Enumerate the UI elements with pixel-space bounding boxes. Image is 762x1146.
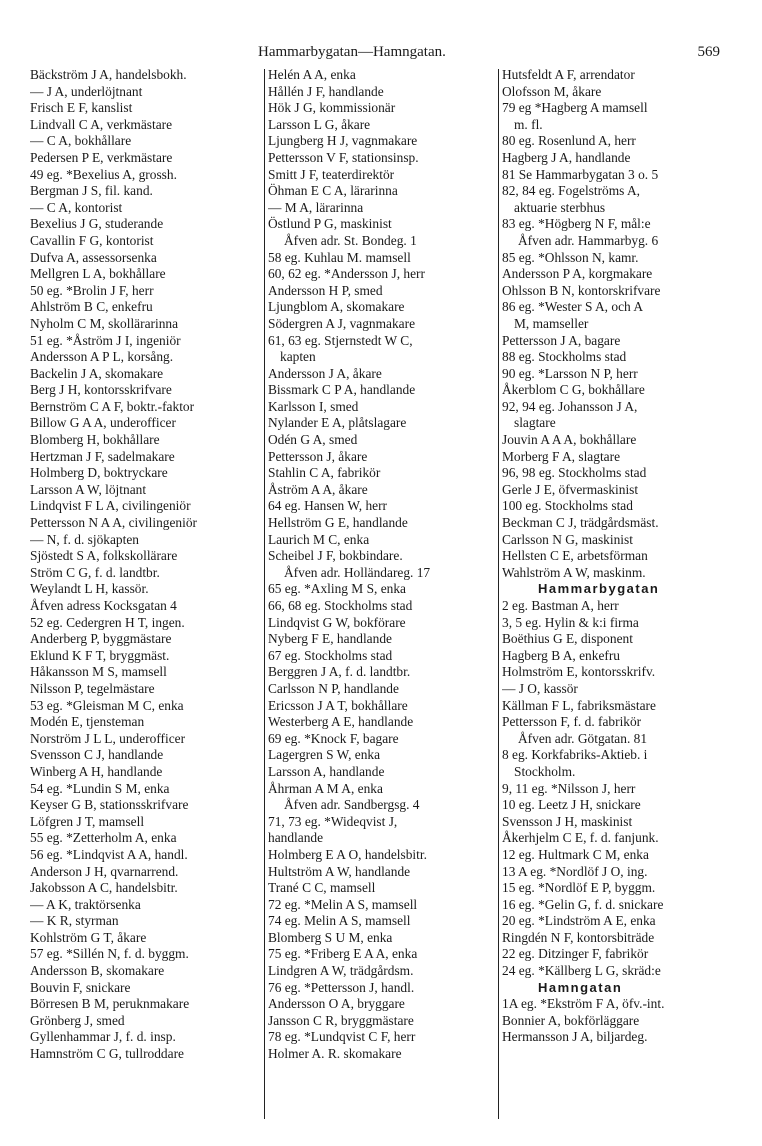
directory-entry: Ström C G, f. d. landtbr.	[30, 564, 160, 580]
directory-entry: Mellgren L A, bokhållare	[30, 266, 166, 282]
directory-entry: 24 eg. *Källberg L G, skräd:e	[502, 963, 661, 979]
directory-entry: 74 eg. Melin A S, mamsell	[268, 913, 411, 929]
directory-entry: 56 eg. *Lindqvist A A, handl.	[30, 846, 188, 862]
directory-entry: Åfven adr. Sandbergsg. 4	[284, 797, 420, 813]
directory-entry: Berggren J A, f. d. landtbr.	[268, 664, 411, 680]
column-divider-1	[264, 69, 265, 1119]
directory-entry: Hagberg B A, enkefru	[502, 647, 621, 663]
directory-entry: 61, 63 eg. Stjernstedt W C,	[268, 332, 413, 348]
directory-entry: Ohlsson B N, kontorskrifvare	[502, 282, 661, 298]
directory-entry: 13 A eg. *Nordlöf J O, ing.	[502, 863, 648, 879]
directory-entry: Andersson O A, bryggare	[268, 996, 405, 1012]
directory-entry: 2 eg. Bastman A, herr	[502, 598, 619, 613]
directory-entry: Bouvin F, snickare	[30, 979, 131, 995]
directory-entry: 10 eg. Leetz J H, snickare	[502, 797, 641, 813]
directory-entry: Gyllenhammar J, f. d. insp.	[30, 1029, 176, 1045]
directory-entry: 12 eg. Hultmark C M, enka	[502, 846, 649, 862]
directory-entry: Ljungblom A, skomakare	[268, 299, 405, 315]
directory-entry: — J A, underlöjtnant	[30, 83, 143, 99]
directory-entry: Olofsson M, åkare	[502, 83, 602, 99]
directory-entry: Åhrman A M A, enka	[268, 780, 383, 796]
directory-entry: Holmberg D, boktryckare	[30, 465, 168, 481]
directory-entry: Larsson A W, löjtnant	[30, 481, 147, 497]
directory-entry: 57 eg. *Sillén N, f. d. byggm.	[30, 946, 189, 962]
directory-entry: Svensson C J, handlande	[30, 747, 164, 763]
column-divider-2	[498, 69, 499, 1119]
directory-entry: Håkansson M S, mamsell	[30, 664, 167, 680]
directory-entry: Bexelius J G, studerande	[30, 216, 164, 232]
directory-entry: Andersson B, skomakare	[30, 963, 165, 979]
directory-entry: Blomberg S U M, enka	[268, 929, 393, 945]
directory-entry: 69 eg. *Knock F, bagare	[268, 730, 399, 746]
directory-entry: 66, 68 eg. Stockholms stad	[268, 598, 413, 613]
directory-entry: Morberg F A, slagtare	[502, 448, 621, 464]
directory-entry: 20 eg. *Lindström A E, enka	[502, 913, 656, 929]
directory-entry: Anderberg P, byggmästare	[30, 631, 172, 647]
directory-entry: Källman F L, fabriksmästare	[502, 697, 656, 713]
directory-entry: Dufva A, assessorsenka	[30, 249, 157, 265]
directory-entry: Stahlin C A, fabrikör	[268, 465, 381, 481]
street-heading: Hammarbygatan	[538, 581, 660, 597]
directory-entry: Pettersson V F, stationsinsp.	[268, 149, 419, 165]
directory-entry: 52 eg. Cedergren H T, ingen.	[30, 614, 185, 630]
directory-entry: Hamnström C G, tullroddare	[30, 1046, 184, 1062]
directory-entry: Trané C C, mamsell	[268, 880, 376, 896]
directory-entry: 16 eg. *Gelin G, f. d. snickare	[502, 896, 664, 912]
directory-entry: Frisch E F, kanslist	[30, 100, 133, 116]
directory-entry: aktuarie sterbhus	[514, 199, 606, 215]
directory-entry: 88 eg. Stockholms stad	[502, 349, 627, 365]
directory-entry: 50 eg. *Brolin J F, herr	[30, 282, 154, 298]
directory-entry: Löfgren J T, mamsell	[30, 813, 145, 829]
directory-entry: Pettersson N A A, civilingeniör	[30, 515, 198, 531]
directory-entry: Anderson J H, qvarnarrend.	[30, 863, 179, 879]
directory-entry: Weylandt L H, kassör.	[30, 581, 149, 597]
directory-entry: — N, f. d. sjökapten	[30, 531, 139, 547]
directory-column-2	[268, 67, 498, 1132]
directory-entry: Larsson A, handlande	[268, 763, 385, 779]
directory-entry: 53 eg. *Gleisman M C, enka	[30, 697, 184, 713]
directory-entry: Sjöstedt S A, folkskollärare	[30, 548, 178, 564]
directory-entry: Ljungberg H J, vagnmakare	[268, 133, 418, 149]
directory-entry: 55 eg. *Zetterholm A, enka	[30, 830, 177, 846]
directory-entry: Modén E, tjensteman	[30, 714, 145, 730]
running-title: Hammarbygatan—Hamngatan.	[258, 44, 446, 60]
directory-entry: Hellsten C E, arbetsförman	[502, 548, 648, 564]
directory-entry: slagtare	[514, 415, 556, 431]
directory-entry: 78 eg. *Lundqvist C F, herr	[268, 1029, 416, 1045]
directory-entry: Laurich M C, enka	[268, 531, 370, 547]
directory-entry: Norström J L L, underofficer	[30, 730, 186, 746]
directory-entry: 1A eg. *Ekström F A, öfv.-int.	[502, 996, 665, 1012]
directory-entry: Boëthius G E, disponent	[502, 631, 633, 647]
directory-entry: — M A, lärarinna	[268, 199, 364, 215]
directory-entry: 82, 84 eg. Fogelströms A,	[502, 183, 640, 199]
directory-entry: Hök J G, kommissionär	[268, 100, 396, 116]
directory-entry: Kohlström G T, åkare	[30, 929, 147, 945]
directory-entry: 60, 62 eg. *Andersson J, herr	[268, 266, 425, 282]
directory-entry: Bäckström J A, handelsbokh.	[30, 67, 187, 82]
directory-entry: Andersson P A, korgmakare	[502, 266, 653, 282]
directory-entry: Östlund P G, maskinist	[268, 216, 392, 232]
directory-entry: Karlsson I, smed	[268, 398, 359, 414]
directory-entry: 15 eg. *Nordlöf E P, byggm.	[502, 880, 656, 896]
directory-entry: Hermansson J A, biljardeg.	[502, 1029, 648, 1045]
directory-entry: Börresen B M, peruknmakare	[30, 996, 190, 1012]
directory-entry: Lindgren A W, trädgårdsm.	[268, 963, 414, 979]
directory-entry: 67 eg. Stockholms stad	[268, 647, 393, 663]
directory-entry: 96, 98 eg. Stockholms stad	[502, 465, 647, 481]
directory-entry: 8 eg. Korkfabriks-Aktieb. i	[502, 747, 648, 763]
directory-entry: — A K, traktörsenka	[30, 896, 141, 912]
directory-entry: Pettersson J, åkare	[268, 448, 368, 464]
directory-entry: Nyholm C M, skollärarinna	[30, 315, 179, 331]
directory-entry: Bergman J S, fil. kand.	[30, 183, 153, 199]
directory-entry: Hellström G E, handlande	[268, 515, 408, 531]
directory-entry: 9, 11 eg. *Nilsson J, herr	[502, 780, 636, 796]
directory-entry: Svensson J H, maskinist	[502, 813, 633, 829]
directory-entry: Åkerblom C G, bokhållare	[502, 382, 645, 398]
directory-entry: Smitt J F, teaterdirektör	[268, 166, 395, 182]
directory-entry: — C A, bokhållare	[30, 133, 132, 149]
directory-entry: Holmer A. R. skomakare	[268, 1046, 402, 1062]
directory-entry: Scheibel J F, bokbindare.	[268, 548, 403, 564]
directory-entry: Berg J H, kontorsskrifvare	[30, 382, 172, 398]
directory-entry: Keyser G B, stationsskrifvare	[30, 797, 189, 813]
directory-entry: 85 eg. *Ohlsson N, kamr.	[502, 249, 639, 265]
directory-entry: Lindqvist G W, bokförare	[268, 614, 406, 630]
directory-entry: Nyberg F E, handlande	[268, 631, 392, 647]
directory-entry: Nylander E A, plåtslagare	[268, 415, 407, 431]
directory-entry: Pettersson J A, bagare	[502, 332, 621, 348]
directory-entry: Westerberg A E, handlande	[268, 714, 414, 730]
directory-entry: 72 eg. *Melin A S, mamsell	[268, 896, 418, 912]
directory-entry: Jakobsson A C, handelsbitr.	[30, 880, 178, 896]
directory-entry: 54 eg. *Lundin S M, enka	[30, 780, 170, 796]
directory-entry: Blomberg H, bokhållare	[30, 432, 160, 448]
directory-entry: 71, 73 eg. *Wideqvist J,	[268, 813, 398, 829]
directory-entry: Larsson L G, åkare	[268, 116, 371, 132]
directory-entry: 58 eg. Kuhlau M. mamsell	[268, 249, 411, 265]
directory-entry: Eklund K F T, bryggmäst.	[30, 647, 170, 663]
street-heading: Hamngatan	[538, 979, 623, 995]
directory-entry: Grönberg J, smed	[30, 1012, 125, 1028]
directory-entry: 65 eg. *Axling M S, enka	[268, 581, 406, 597]
directory-entry: 100 eg. Stockholms stad	[502, 498, 633, 514]
directory-entry: Hertzman J F, sadelmakare	[30, 448, 175, 464]
directory-entry: 90 eg. *Larsson N P, herr	[502, 365, 638, 381]
directory-entry: Bonnier A, bokförläggare	[502, 1012, 640, 1028]
directory-entry: — J O, kassör	[502, 680, 578, 696]
directory-entry: Andersson H P, smed	[268, 282, 383, 298]
directory-entry: 49 eg. *Bexelius A, grossh.	[30, 166, 177, 182]
directory-entry: Andersson A P L, korsång.	[30, 349, 174, 365]
directory-entry: m. fl.	[514, 116, 543, 132]
directory-entry: Lagergren S W, enka	[268, 747, 381, 763]
directory-entry: Winberg A H, handlande	[30, 763, 163, 779]
directory-entry: Holmberg E A O, handelsbitr.	[268, 846, 427, 862]
directory-entry: Åfven adr. Götgatan. 81	[518, 730, 648, 746]
directory-entry: 79 eg *Hagberg A mamsell	[502, 100, 648, 116]
directory-entry: Beckman C J, trädgårdsmäst.	[502, 515, 659, 531]
directory-entry: Åfven adress Kocksgatan 4	[30, 598, 177, 613]
page-number: 569	[697, 44, 720, 60]
directory-entry: Backelin J A, skomakare	[30, 365, 164, 381]
directory-entry: 83 eg. *Högberg N F, mål:e	[502, 216, 651, 232]
directory-entry: 81 Se Hammarbygatan 3 o. 5	[502, 166, 659, 182]
directory-entry: Bissmark C P A, handlande	[268, 382, 416, 398]
directory-entry: Wahlström A W, maskinm.	[502, 564, 646, 580]
directory-entry: Gerle J E, öfvermaskinist	[502, 481, 639, 497]
directory-entry: Åkerhjelm C E, f. d. fanjunk.	[502, 830, 659, 846]
directory-entry: Cavallin F G, kontorist	[30, 232, 154, 248]
directory-column-1	[30, 67, 262, 1132]
directory-entry: 51 eg. *Åström J I, ingeniör	[30, 332, 181, 348]
directory-entry: Stockholm.	[514, 763, 576, 779]
directory-entry: 76 eg. *Pettersson J, handl.	[268, 979, 415, 995]
directory-entry: Carlsson N P, handlande	[268, 680, 399, 696]
directory-entry: Åfven adr. Holländareg. 17	[284, 564, 431, 580]
directory-entry: 3, 5 eg. Hylin & k:i firma	[502, 614, 639, 630]
directory-entry: Hultström A W, handlande	[268, 863, 411, 879]
directory-entry: handlande	[268, 830, 324, 846]
directory-entry: 86 eg. *Wester S A, och A	[502, 299, 643, 315]
directory-entry: Ahlström B C, enkefru	[30, 299, 153, 315]
directory-entry: Billow G A A, underofficer	[30, 415, 176, 431]
directory-entry: 75 eg. *Friberg E A A, enka	[268, 946, 418, 962]
directory-entry: Hutsfeldt A F, arrendator	[502, 67, 635, 82]
directory-entry: 64 eg. Hansen W, herr	[268, 498, 387, 514]
directory-entry: Lindqvist F L A, civilingeniör	[30, 498, 191, 514]
directory-entry: M, mamseller	[514, 315, 589, 331]
page-header	[0, 44, 762, 64]
directory-entry: Åfven adr. St. Bondeg. 1	[284, 232, 417, 248]
directory-entry: Ringdén N F, kontorsbiträde	[502, 929, 655, 945]
directory-entry: Södergren A J, vagnmakare	[268, 315, 416, 331]
directory-entry: Jansson C R, bryggmästare	[268, 1012, 414, 1028]
directory-entry: 80 eg. Rosenlund A, herr	[502, 133, 636, 149]
directory-entry: Holmström E, kontorsskrifv.	[502, 664, 656, 680]
directory-entry: — K R, styrman	[30, 913, 119, 929]
directory-entry: Jouvin A A A, bokhållare	[502, 432, 637, 448]
directory-entry: 22 eg. Ditzinger F, fabrikör	[502, 946, 649, 962]
directory-entry: Bernström C A F, boktr.-faktor	[30, 398, 195, 414]
directory-entry: Hagberg J A, handlande	[502, 149, 631, 165]
directory-entry: kapten	[280, 349, 316, 365]
directory-entry: Andersson J A, åkare	[268, 365, 382, 381]
directory-entry: Carlsson N G, maskinist	[502, 531, 633, 547]
directory-entry: Helén A A, enka	[268, 67, 356, 82]
directory-entry: — C A, kontorist	[30, 199, 123, 215]
directory-entry: Pedersen P E, verkmästare	[30, 149, 173, 165]
directory-entry: Åström A A, åkare	[268, 481, 368, 497]
directory-column-3	[502, 67, 734, 1132]
directory-entry: Nilsson P, tegelmästare	[30, 680, 155, 696]
directory-entry: 92, 94 eg. Johansson J A,	[502, 398, 638, 414]
directory-entry: Åfven adr. Hammarbyg. 6	[518, 232, 659, 248]
directory-entry: Öhman E C A, lärarinna	[268, 183, 398, 199]
directory-entry: Odén G A, smed	[268, 432, 358, 448]
directory-entry: Pettersson F, f. d. fabrikör	[502, 714, 642, 730]
directory-entry: Ericsson J A T, bokhållare	[268, 697, 408, 713]
directory-entry: Lindvall C A, verkmästare	[30, 116, 173, 132]
directory-entry: Hållén J F, handlande	[268, 83, 384, 99]
